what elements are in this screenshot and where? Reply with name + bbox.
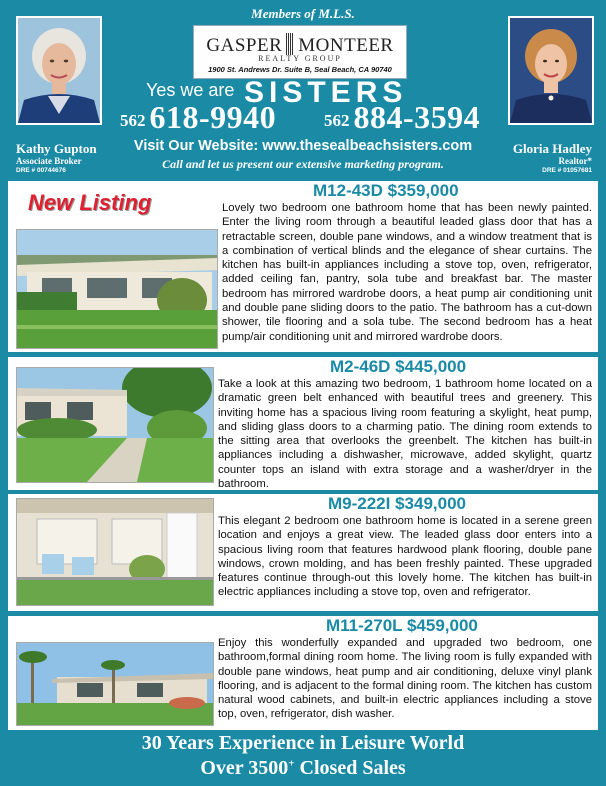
listing-heading-4: M11-270L $459,000: [326, 616, 478, 635]
listing-photo-2: [16, 367, 214, 483]
agent-photo-left: [16, 16, 102, 125]
slogan-sisters: SISTERS: [244, 76, 408, 109]
logo-right-word: MONTEER: [298, 35, 394, 56]
slogan-prefix: Yes we are: [146, 80, 235, 100]
listing-description-3: This elegant 2 bedroom one bathroom home is located in a serene green location and enjoys a great view. The leaded glass door enters into a spacious living room that features hardwood plank flooring, double pane windows, crown molding, and has been freshly painted. These upgraded features continue through-out this lovely home. The kitchen has built-in electric appliances including a stove top, oven and refrigerator.: [218, 515, 592, 599]
listing-description-1: Lovely two bedroom one bathroom home that has been newly painted. Enter the living room through a beautiful leaded glass door that has a retractable screen, double pane windows, and a window treatment that is a combination of vertical blinds and the elegance of shear curtains. The kitchen has built-in appliances including a stove top, oven, refrigerator, added ceiling fan, pantry, sola tube and breakfast bar. The master bedroom has mirrored wardrobe doors, a heat pump air conditioning unit and double pane sliding doors to the patio. The bathroom has a cut-down shower, tile flooring and a sola tube. The second bedroom has a heat pump/air conditioning unit and mirrored wardrobe doors.: [222, 202, 592, 343]
logo-left-word: GASPER: [206, 35, 283, 56]
members-text: Members of M.L.S.: [251, 6, 355, 21]
agent-title-left: Associate Broker: [16, 156, 82, 166]
logo-emblem-icon: [286, 33, 294, 55]
listing-card-3[interactable]: [8, 494, 598, 611]
listing-heading-1: M12-43D $359,000: [313, 181, 459, 200]
tagline: Call and let us present our extensive marketing program.: [162, 157, 444, 171]
listing-card-4[interactable]: [8, 616, 598, 730]
logo-subtitle: REALTY GROUP: [258, 54, 342, 63]
logo-address: 1900 St. Andrews Dr. Suite B, Seal Beach, CA 90740: [208, 65, 392, 74]
agent-dre-left: DRE # 00744676: [16, 167, 66, 174]
agent-photo-right: [508, 16, 594, 125]
listing-heading-3: M9-222I $349,000: [328, 494, 466, 513]
agent-name-left: Kathy Gupton: [16, 141, 97, 156]
listing-photo-4: [16, 642, 214, 726]
listing-card-2[interactable]: [8, 357, 598, 490]
company-logo: [193, 25, 407, 79]
agent-title-right: Realtor*: [558, 156, 592, 166]
listing-heading-2: M2-46D $445,000: [330, 357, 467, 376]
footer-experience: 30 Years Experience in Leisure World: [141, 732, 465, 754]
new-listing-badge: New Listing: [28, 190, 152, 215]
listing-photo-3: [16, 498, 214, 606]
agent-name-right: Gloria Hadley: [512, 141, 592, 156]
listing-description-4: Enjoy this wonderfully expanded and upgraded two bedroom, one bathroom,formal dining room home. The living room is fully expanded with double pane windows, heat pump and air conditioning, deluxe vinyl plank flooring, and is adjacent to the formal dining room. The kitchen has custom natural wood cabinets, and built-in electric appliances including a stove top, oven, refrigerator, dish washer.: [218, 637, 592, 721]
listing-card-1[interactable]: [8, 181, 598, 352]
agent-dre-right: DRE # 01057681: [542, 167, 592, 174]
website-link[interactable]: Visit Our Website: www.thesealbeachsisters.com: [133, 138, 473, 154]
footer-closed-sales: Over 3500+ Closed Sales: [200, 757, 406, 779]
phone-right[interactable]: 562 884-3594: [324, 99, 481, 135]
phone-left[interactable]: 562 618-9940: [120, 99, 277, 135]
listing-description-2: Take a look at this amazing two bedroom, 1 bathroom home located on a dramatic green belt enhanced with beautiful trees and greenery. This inviting home has a spacious living room featuring a skylight, heat pump, and sliding glass doors to a charming patio. The dining room extends to the sitting area that overlooks the greenbelt. The kitchen has built-in appliances including a dishwasher, microwave, added skylight, quartz counter tops an island with extra storage and a washer/dryer in the bathroom.: [218, 378, 592, 491]
listing-photo-1: [16, 229, 218, 349]
